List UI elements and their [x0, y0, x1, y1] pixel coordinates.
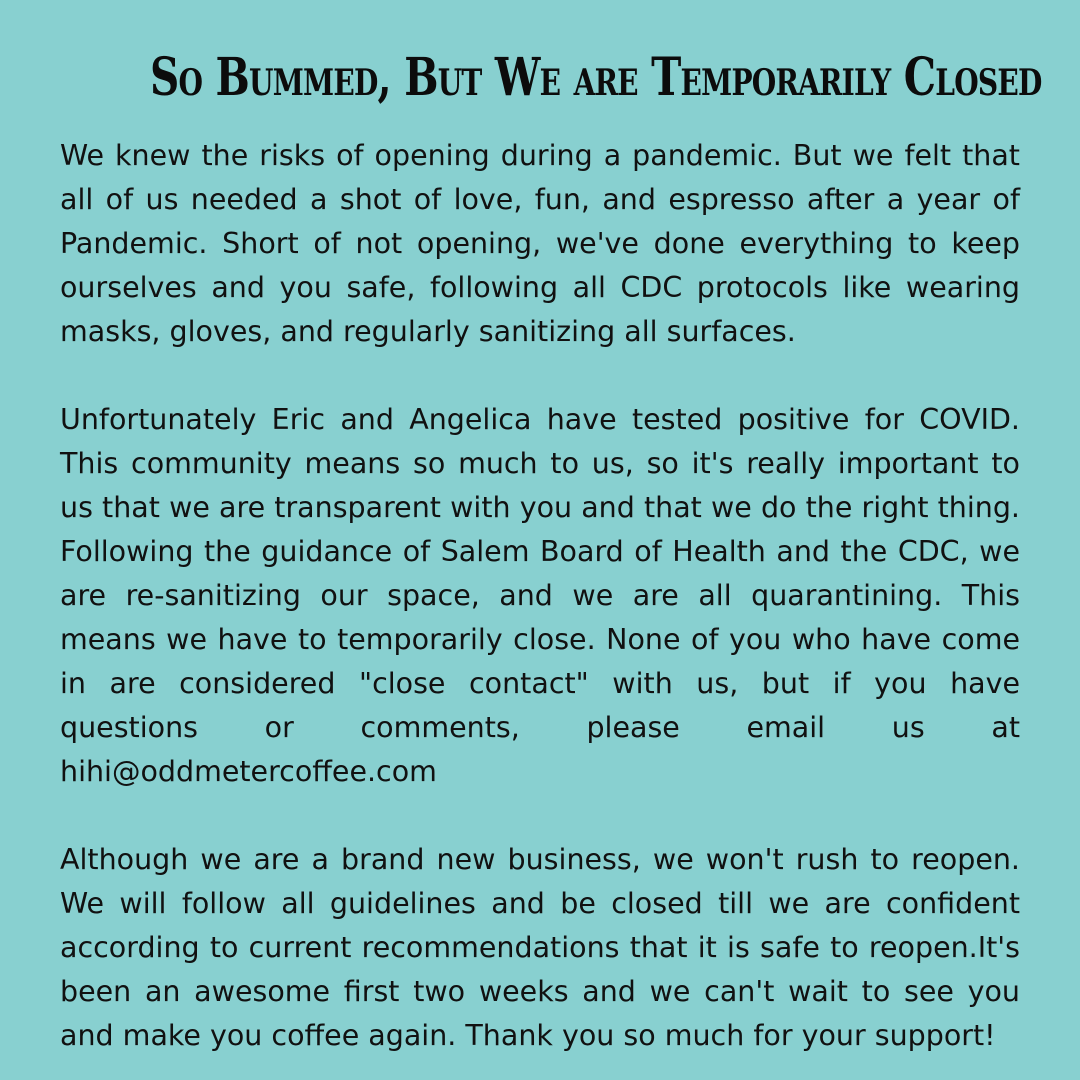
announcement-body: [60, 134, 1020, 1058]
paragraph-reopening: Although we are a brand new business, we won't rush to reopen. We will follow all guidelines and be closed till we are confident according to current recommendations that it is safe to reopen.It's been an awesome first two weeks and we can't wait to see you and make you coffee again. Thank you so much for your support!: [60, 843, 1020, 1052]
paragraph-safety-measures: We knew the risks of opening during a pandemic. But we felt that all of us needed a shot of love, fun, and espresso after a year of Pandemic. Short of not opening, we've done everything to keep ourselves and you safe, following all CDC protocols like wearing masks, gloves, and regularly sanitizing all surfaces.: [60, 139, 1020, 348]
paragraph-covid-closure: Unfortunately Eric and Angelica have tested positive for COVID. This community means so much to us, so it's really important to us that we are transparent with you and that we do the right thing. Following the guidance of Salem Board of Health and the CDC, we are re-sanitizing our space, and we are all quarantining. This means we have to temporarily close. None of you who have come in are considered "close contact" with us, but if you have questions or comments, please email us at hihi@oddmetercoffee.com: [60, 403, 1020, 788]
page-title: So Bummed, But We are Temporarily Closed: [150, 47, 1042, 108]
